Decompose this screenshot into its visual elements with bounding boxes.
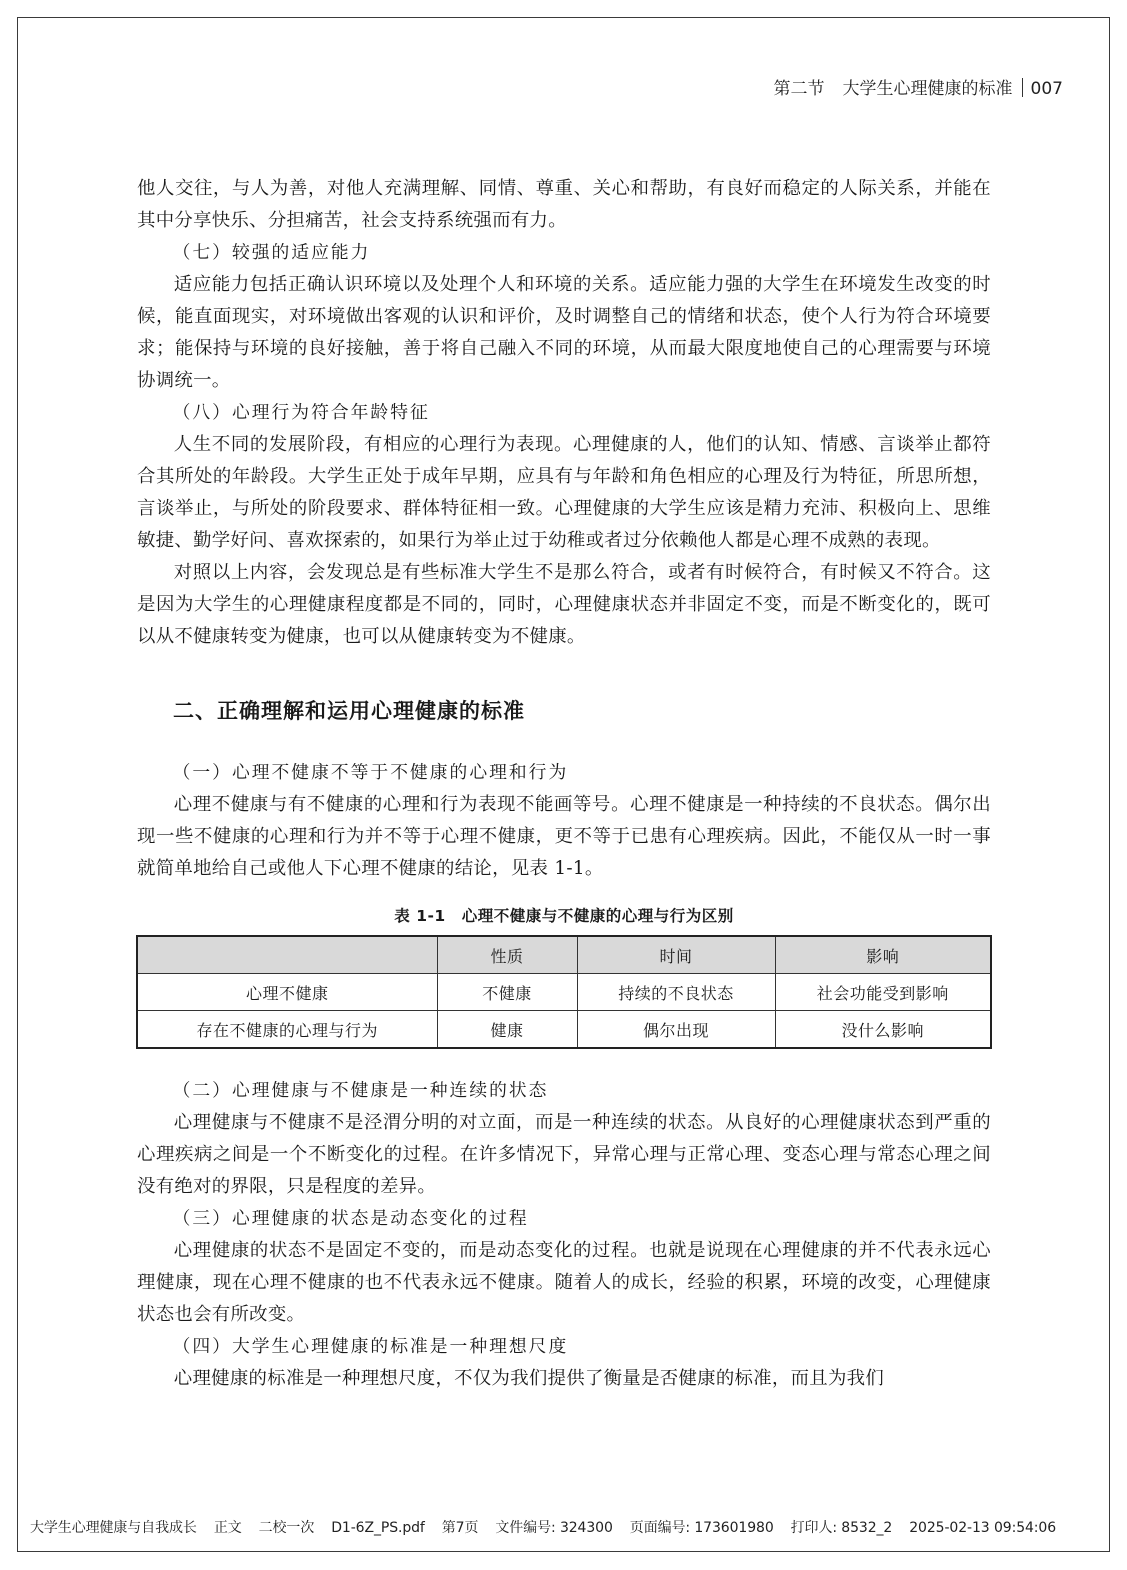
subheading-2-1: （一）心理不健康不等于不健康的心理和行为 bbox=[172, 762, 569, 783]
footer-timestamp: 2025-02-13 09:54:06 bbox=[909, 1520, 1057, 1536]
running-head bbox=[774, 74, 1063, 99]
paragraph-2-1: 心理不健康与有不健康的心理和行为表现不能画等号。心理不健康是一种持续的不良状态。偶尔出现一些不健康的心理和行为并不等于心理不健康，更不等于已患有心理疾病。因此，不能仅从一时一事就简单地给自己或他人下心理不健康的结论，见表 1-1。 bbox=[137, 794, 991, 879]
print-footer bbox=[30, 1517, 1073, 1537]
table-cell: 偶尔出现 bbox=[577, 1011, 775, 1049]
footer-file: D1-6Z_PS.pdf bbox=[331, 1520, 425, 1536]
section-label: 第二节 bbox=[773, 79, 825, 99]
footer-printer: 打印人: 8532_2 bbox=[790, 1520, 893, 1536]
footer-page-number: 页面编号: 173601980 bbox=[629, 1520, 774, 1536]
table-caption: 表 1-1 心理不健康与不健康的心理与行为区别 bbox=[394, 907, 734, 925]
table-cell: 社会功能受到影响 bbox=[775, 974, 991, 1011]
paragraph-7: 适应能力包括正确认识环境以及处理个人和环境的关系。适应能力强的大学生在环境发生改变的时候，能直面现实，对环境做出客观的认识和评价，及时调整自己的情绪和状态，使个人行为符合环境要求；能保持与环境的良好接触，善于将自己融入不同的环境，从而最大限度地使自己的心理需要与环境协调统一。 bbox=[137, 274, 991, 391]
footer-page: 第7页 bbox=[441, 1520, 479, 1536]
footer-book: 大学生心理健康与自我成长 bbox=[30, 1520, 197, 1536]
table-header-cell bbox=[137, 936, 437, 974]
paragraph-continued: 他人交往，与人为善，对他人充满理解、同情、尊重、关心和帮助，有良好而稳定的人际关系，并能在其中分享快乐、分担痛苦，社会支持系统强而有力。 bbox=[137, 178, 991, 231]
paragraph-2-2: 心理健康与不健康不是泾渭分明的对立面，而是一种连续的状态。从良好的心理健康状态到严重的心理疾病之间是一个不断变化的过程。在许多情况下，异常心理与正常心理、变态心理与常态心理之间没有绝对的界限，只是程度的差异。 bbox=[137, 1112, 991, 1197]
subheading-2-3: （三）心理健康的状态是动态变化的过程 bbox=[172, 1208, 529, 1229]
table-row bbox=[137, 974, 991, 1011]
footer-part: 正文 bbox=[213, 1520, 242, 1536]
table-cell: 存在不健康的心理与行为 bbox=[137, 1011, 437, 1049]
table-header-cell: 性质 bbox=[437, 936, 577, 974]
paragraph-compare: 对照以上内容，会发现总是有些标准大学生不是那么符合，或者有时候符合，有时候又不符合。这是因为大学生的心理健康程度都是不同的，同时，心理健康状态并非固定不变，而是不断变化的，既可以从不健康转变为健康，也可以从健康转变为不健康。 bbox=[137, 562, 991, 647]
paragraph-8: 人生不同的发展阶段，有相应的心理行为表现。心理健康的人，他们的认知、情感、言谈举止都符合其所处的年龄段。大学生正处于成年早期，应具有与年龄和角色相应的心理及行为特征，所思所想，言谈举止，与所处的阶段要求、群体特征相一致。心理健康的大学生应该是精力充沛、积极向上、思维敏捷、勤学好问、喜欢探索的，如果行为举止过于幼稚或者过分依赖他人都是心理不成熟的表现。 bbox=[137, 434, 991, 551]
paragraph-2-4: 心理健康的标准是一种理想尺度，不仅为我们提供了衡量是否健康的标准，而且为我们 bbox=[173, 1368, 885, 1389]
table-header-row bbox=[137, 936, 991, 974]
table-cell: 没什么影响 bbox=[775, 1011, 991, 1049]
table-cell: 心理不健康 bbox=[137, 974, 437, 1011]
page-content bbox=[137, 173, 991, 1395]
footer-proof: 二校一次 bbox=[258, 1520, 315, 1536]
table-header-cell: 时间 bbox=[577, 936, 775, 974]
header-divider bbox=[1022, 78, 1023, 97]
chapter-title: 大学生心理健康的标准 bbox=[842, 79, 1013, 99]
subheading-2-4: （四）大学生心理健康的标准是一种理想尺度 bbox=[172, 1336, 569, 1357]
table-cell: 健康 bbox=[437, 1011, 577, 1049]
table-row bbox=[137, 1011, 991, 1049]
subheading-7: （七）较强的适应能力 bbox=[172, 242, 371, 263]
table-cell: 不健康 bbox=[437, 974, 577, 1011]
table-header-cell: 影响 bbox=[775, 936, 991, 974]
table-cell: 持续的不良状态 bbox=[577, 974, 775, 1011]
section-heading: 二、正确理解和运用心理健康的标准 bbox=[173, 699, 525, 723]
comparison-table bbox=[136, 935, 992, 1049]
subheading-8: （八）心理行为符合年龄特征 bbox=[172, 402, 430, 423]
footer-doc-number: 文件编号: 324300 bbox=[495, 1520, 613, 1536]
page-number: 007 bbox=[1030, 79, 1063, 99]
paragraph-2-3: 心理健康的状态不是固定不变的，而是动态变化的过程。也就是说现在心理健康的并不代表永远心理健康，现在心理不健康的也不代表永远不健康。随着人的成长，经验的积累，环境的改变，心理健康状态也会有所改变。 bbox=[137, 1240, 991, 1325]
subheading-2-2: （二）心理健康与不健康是一种连续的状态 bbox=[172, 1080, 549, 1101]
